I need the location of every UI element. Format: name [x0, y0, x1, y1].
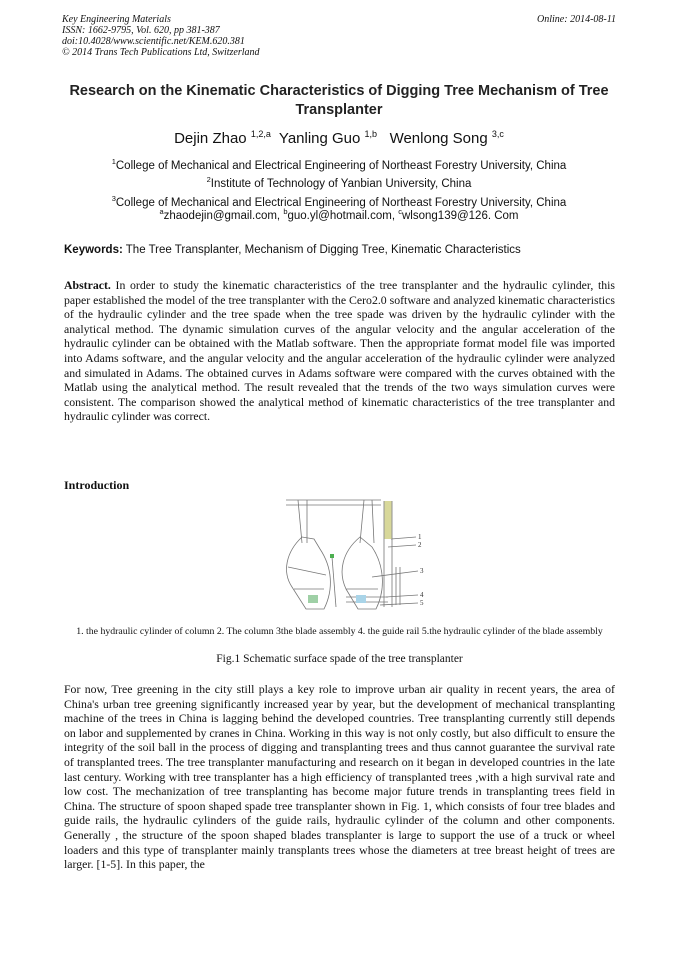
figure-label-5: 5 [420, 599, 424, 607]
author-name: Yanling Guo [278, 130, 361, 147]
affiliation-mark: 2 [206, 175, 211, 185]
keywords [64, 244, 624, 256]
email: wlsong139@126. Com [402, 209, 519, 222]
email: guo.yl@hotmail.com, [287, 209, 399, 222]
blade-hydraulic-marker [308, 595, 318, 603]
left-column [298, 500, 307, 543]
leader-line [391, 537, 416, 539]
affiliation-text: College of Mechanical and Electrical Engineering of Northeast Forestry University, China [115, 159, 567, 172]
leader-line [372, 571, 418, 577]
doi-line: doi:10.4028/www.scientific.net/KEM.620.381 [62, 36, 245, 47]
affiliation [40, 155, 638, 173]
section-title-introduction: Introduction [64, 478, 130, 492]
online-date: Online: 2014-08-11 [537, 14, 616, 25]
author-affiliation-mark: 1,2,a [250, 129, 271, 139]
figure-legend: 1. the hydraulic cylinder of column 2. The column 3the blade assembly 4. the guide rail 5.the hydraulic cylinder of the blade assembly [76, 626, 603, 637]
issn-line: ISSN: 1662-9795, Vol. 620, pp 381-387 [62, 25, 220, 36]
affiliation-text: College of Mechanical and Electrical Engineering of Northeast Forestry University, China [115, 196, 567, 209]
paper-title: Research on the Kinematic Characteristics of Digging Tree Mechanism of Tree Transplanter [69, 83, 609, 118]
leader-line [386, 595, 418, 597]
figure-label-1: 1 [418, 533, 422, 541]
hydraulic-cylinder-column [385, 501, 392, 539]
affiliation-mark: 1 [111, 157, 116, 166]
figure-label-4: 4 [420, 591, 424, 599]
right-column [360, 500, 374, 543]
affiliation [40, 173, 638, 191]
copyright-line: © 2014 Trans Tech Publications Ltd, Switzerland [62, 47, 260, 58]
affiliation-mark: 3 [111, 193, 116, 203]
email: zhaodejin@gmail.com, [163, 209, 284, 222]
author-name: Wenlong Song [389, 130, 488, 147]
affiliation-list [40, 155, 638, 210]
journal-name: Key Engineering Materials [62, 14, 171, 25]
abstract-label: Abstract. [64, 278, 111, 292]
figure-label-2: 2 [418, 541, 422, 549]
author-affiliation-mark: 1,b [364, 129, 378, 139]
author-affiliation-mark: 3,c [491, 129, 504, 139]
keywords-label: Keywords: [64, 244, 123, 256]
abstract [64, 278, 615, 424]
rail-hydraulic-marker [356, 595, 366, 603]
journal-header [62, 14, 616, 58]
affiliation-text: Institute of Technology of Yanbian University, China [210, 178, 472, 191]
email-mark: c [398, 207, 402, 216]
email-mark: a [159, 207, 164, 216]
figure-label-3: 3 [420, 567, 424, 575]
keywords-text: The Tree Transplanter, Mechanism of Digging Tree, Kinematic Characteristics [122, 244, 521, 256]
leader-line [380, 603, 418, 605]
introduction-paragraph: For now, Tree greening in the city still plays a key role to improve urban air quality in recent years, the area of China's urban tree greening significantly increased year by year, but the development of mechanical transplanting machine of the trees in China is lagging behind the developed countries. Tree transplanting currently still depends on labor and supplemented by cranes in China. Working in this way is not only costly, but also difficult to ensure the integrity of the soil ball in the process of digging and transplanting trees and thus cannot guarantee the survival rate of transplanted trees. The tree transplanter manufacturing and research on it began in developed countries in the late last century. Working with tree transplanter has a high efficiency of transplanted trees ,with a high survival rate and low cost. The mechanization of tree transplanting has become major future trends in transplanting trees field in China. The structure of spoon shaped spade tree transplanter shown in Fig. 1, which consists of four tree blades and guide rails, the hydraulic cylinders of the guide rails, hydraulic cylinder of the column and other components. Generally , the structure of the spoon shaped blades transplanter is large to support the use of a truck or wheel loaders and this type of transplanter mainly transplants trees whose the diameters at tree breast height of trees are larger. [1-5]. In this paper, the [64, 682, 615, 872]
center-marker [330, 554, 334, 558]
email-mark: b [283, 207, 288, 216]
email-list [40, 207, 638, 222]
transplanter-schematic-figure [276, 497, 444, 619]
figure-caption: Fig.1 Schematic surface spade of the tree transplanter [216, 653, 463, 665]
abstract-text: In order to study the kinematic characteristics of the tree transplanter and the hydraulic cylinder, this paper established the model of the tree transplanter with the Cero2.0 software and analyzed kinematic characteristics of the hydraulic cylinder and the tree spade when the tree spade was driven by the hydraulic cylinder with the analytical method. The dynamic simulation curves of the angular velocity and the angular acceleration of the hydraulic cylinder can be obtained with the Matlab software. Then the appropriate format model file was imported into Adams software, and the angular velocity and the angular acceleration of the hydraulic cylinder were analyzed and simulated in Adams. The obtained curves in Adams software were compared with the curves obtained with the Matlab using the analytical method. The result revealed that the trends of the two ways simulation curves were consistent. The comparison showed the analytical method of kinematic characteristics of the tree transplanter and hydraulic cylinder was correct. [64, 278, 615, 424]
author-name: Dejin Zhao [174, 130, 247, 147]
author-list [0, 129, 678, 147]
